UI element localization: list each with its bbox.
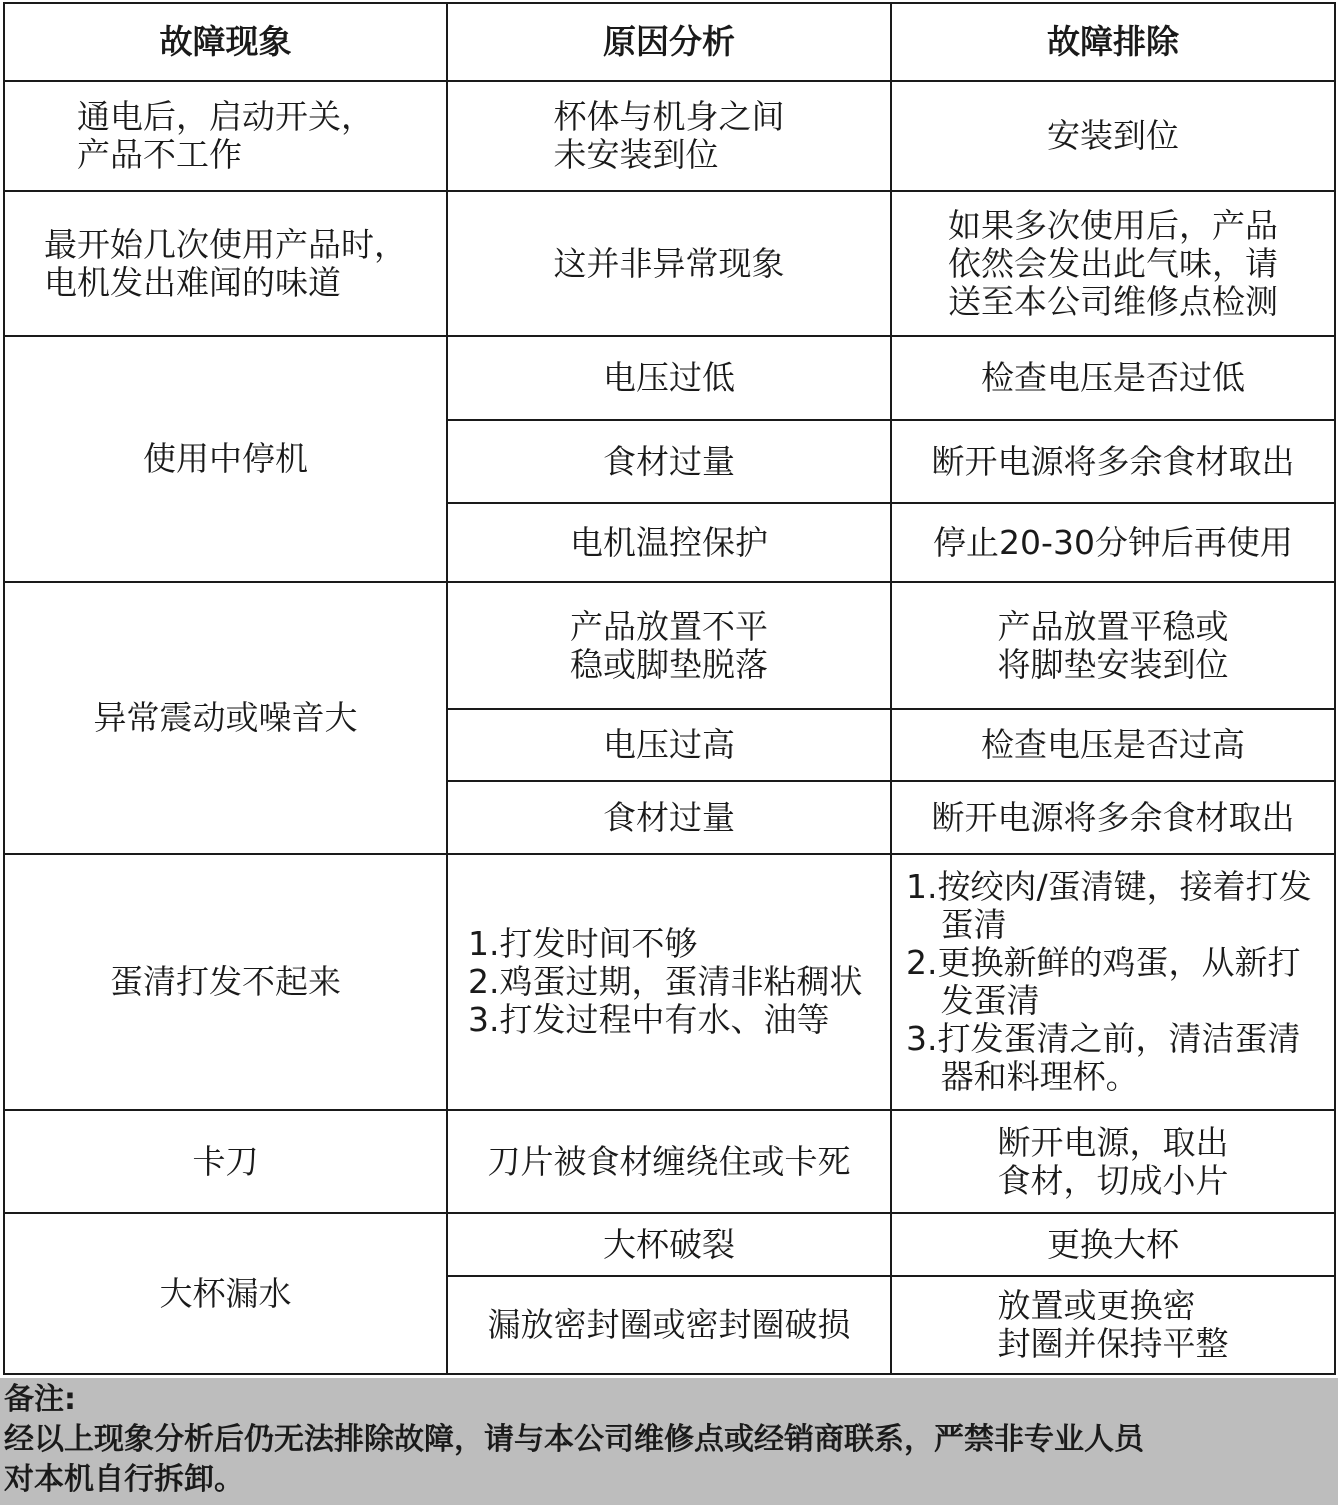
header-cause: 原因分析 <box>447 3 891 81</box>
troubleshooting-table <box>3 2 1336 1375</box>
symptom-cell: 使用中停机 <box>143 439 308 478</box>
fix-cell: 断开电源将多余食材取出 <box>931 441 1295 481</box>
list-item: 2.鸡蛋过期，蛋清非粘稠状 <box>468 962 863 1001</box>
cause-cell: 电机温控保护 <box>570 522 768 562</box>
cause-cell: 电压过高 <box>603 725 735 764</box>
fix-cell: 如果多次使用后，产品 依然会发出此气味，请 送至本公司维修点检测 <box>948 205 1278 321</box>
fix-cell: 放置或更换密 封圈并保持平整 <box>997 1286 1229 1363</box>
symptom-cell: 卡刀 <box>192 1141 259 1181</box>
cause-cell: 刀片被食材缠绕住或卡死 <box>487 1141 851 1181</box>
fix-cell: 停止20-30分钟后再使用 <box>933 522 1293 562</box>
cause-cell: 食材过量 <box>603 797 735 837</box>
symptom-cell: 异常震动或噪音大 <box>93 698 358 737</box>
symptom-cell: 最开始几次使用产品时， 电机发出难闻的味道 <box>44 224 407 302</box>
cause-list <box>468 925 880 1039</box>
notes-box <box>0 1378 1338 1505</box>
fix-cell: 安装到位 <box>1047 116 1179 155</box>
fix-cell: 检查电压是否过低 <box>981 358 1245 397</box>
list-item: 1.打发时间不够 <box>468 924 698 963</box>
fix-cell: 检查电压是否过高 <box>981 725 1245 764</box>
symptom-cell: 大杯漏水 <box>159 1273 292 1313</box>
cause-cell: 产品放置不平 稳或脚垫脱落 <box>570 606 768 684</box>
list-item: 1.按绞肉/蛋清键，接着打发蛋清 <box>906 867 1312 944</box>
notes-line: 经以上现象分析后仍无法排除故障，请与本公司维修点或经销商联系，严禁非专业人员 <box>4 1422 1144 1457</box>
cause-cell: 杯体与机身之间 未安装到位 <box>553 97 785 174</box>
table-row <box>4 336 1335 420</box>
symptom-cell: 蛋清打发不起来 <box>110 962 341 1001</box>
fix-cell: 更换大杯 <box>1047 1224 1179 1264</box>
cause-cell: 这并非异常现象 <box>553 243 785 283</box>
table-row <box>4 81 1335 191</box>
list-item: 3.打发过程中有水、油等 <box>468 1000 830 1039</box>
table-row <box>4 1213 1335 1276</box>
fix-cell: 产品放置平稳或 将脚垫安装到位 <box>997 606 1229 684</box>
header-fix: 故障排除 <box>891 3 1335 81</box>
cause-cell: 大杯破裂 <box>603 1224 735 1264</box>
notes-title: 备注: <box>4 1382 76 1417</box>
fix-cell: 断开电源将多余食材取出 <box>931 797 1295 837</box>
symptom-cell: 通电后，启动开关， 产品不工作 <box>77 97 374 174</box>
fix-cell: 断开电源，取出 食材，切成小片 <box>997 1122 1229 1200</box>
table-row <box>4 1110 1335 1213</box>
notes-line: 对本机自行拆卸。 <box>4 1462 244 1497</box>
table-row <box>4 582 1335 709</box>
header-row <box>4 3 1335 81</box>
table-row <box>4 191 1335 336</box>
list-item: 2.更换新鲜的鸡蛋，从新打发蛋清 <box>906 943 1301 1020</box>
cause-cell: 电压过低 <box>603 358 735 397</box>
list-item: 3.打发蛋清之前，清洁蛋清器和料理杯。 <box>906 1019 1301 1096</box>
table-row <box>4 854 1335 1110</box>
header-symptom: 故障现象 <box>4 3 447 81</box>
cause-cell: 食材过量 <box>603 441 735 481</box>
cause-cell: 漏放密封圈或密封圈破损 <box>487 1305 851 1344</box>
fix-list <box>906 868 1324 1096</box>
